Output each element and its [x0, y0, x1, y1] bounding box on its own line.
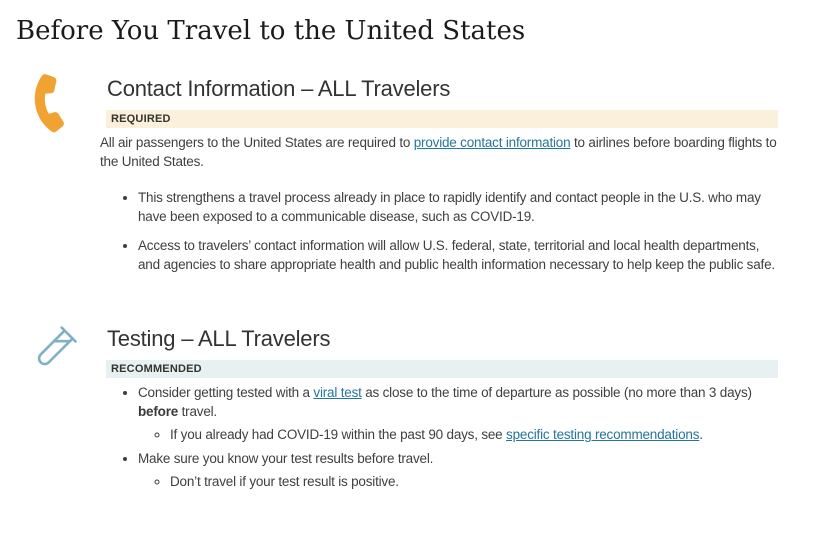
list-item	[138, 383, 778, 444]
testing-bullet-1-bold: before	[138, 404, 179, 419]
recommended-badge: RECOMMENDED	[106, 360, 778, 378]
testing-bullet-list	[100, 383, 778, 491]
testing-section	[0, 326, 816, 491]
testing-sub-1-text-2: .	[699, 427, 703, 442]
testing-bullet-1-text-3: travel.	[178, 404, 217, 419]
testing-section-heading: Testing – ALL Travelers	[107, 326, 331, 351]
test-tube-icon	[24, 318, 84, 384]
phone-icon	[28, 80, 74, 126]
list-item	[170, 472, 778, 491]
provide-contact-information-link[interactable]: provide contact information	[413, 135, 571, 150]
testing-bullet-1-text-1: Consider getting tested with a	[138, 385, 314, 400]
contact-bullet-2: Access to travelers’ contact information will allow U.S. federal, state, territorial and local health departments, and agencies to share appropriate health and public health information necessary to help keep the public safe.	[138, 238, 775, 272]
testing-bullet-2: Make sure you know your test results before travel.	[138, 451, 434, 466]
list-item	[170, 425, 778, 444]
list-item	[138, 188, 778, 226]
contact-section	[0, 76, 816, 274]
contact-bullet-1: This strengthens a travel process already in place to rapidly identify and contact people in the U.S. who may have been exposed to a communicable disease, such as COVID-19.	[138, 190, 761, 224]
specific-testing-recommendations-link[interactable]: specific testing recommendations	[506, 427, 700, 442]
contact-intro-paragraph	[100, 133, 778, 171]
contact-bullet-list	[100, 188, 778, 274]
contact-intro-text-2: to airlines before boarding flights to the United States.	[100, 135, 777, 169]
page-title: Before You Travel to the United States	[16, 16, 526, 46]
list-item	[138, 236, 778, 274]
testing-sub-list-2	[138, 472, 778, 491]
list-item	[138, 449, 778, 491]
viral-test-link[interactable]: viral test	[313, 385, 362, 400]
contact-intro-text-1: All air passengers to the United States are required to	[100, 135, 414, 150]
testing-sub-list-1	[138, 425, 778, 444]
testing-sub-2: Don’t travel if your test result is positive.	[170, 474, 399, 489]
contact-section-heading: Contact Information – ALL Travelers	[107, 76, 451, 101]
testing-sub-1-text-1: If you already had COVID-19 within the past 90 days, see	[170, 427, 507, 442]
required-badge: REQUIRED	[106, 110, 778, 128]
testing-bullet-1-text-2: as close to the time of departure as possible (no more than 3 days)	[361, 385, 752, 400]
